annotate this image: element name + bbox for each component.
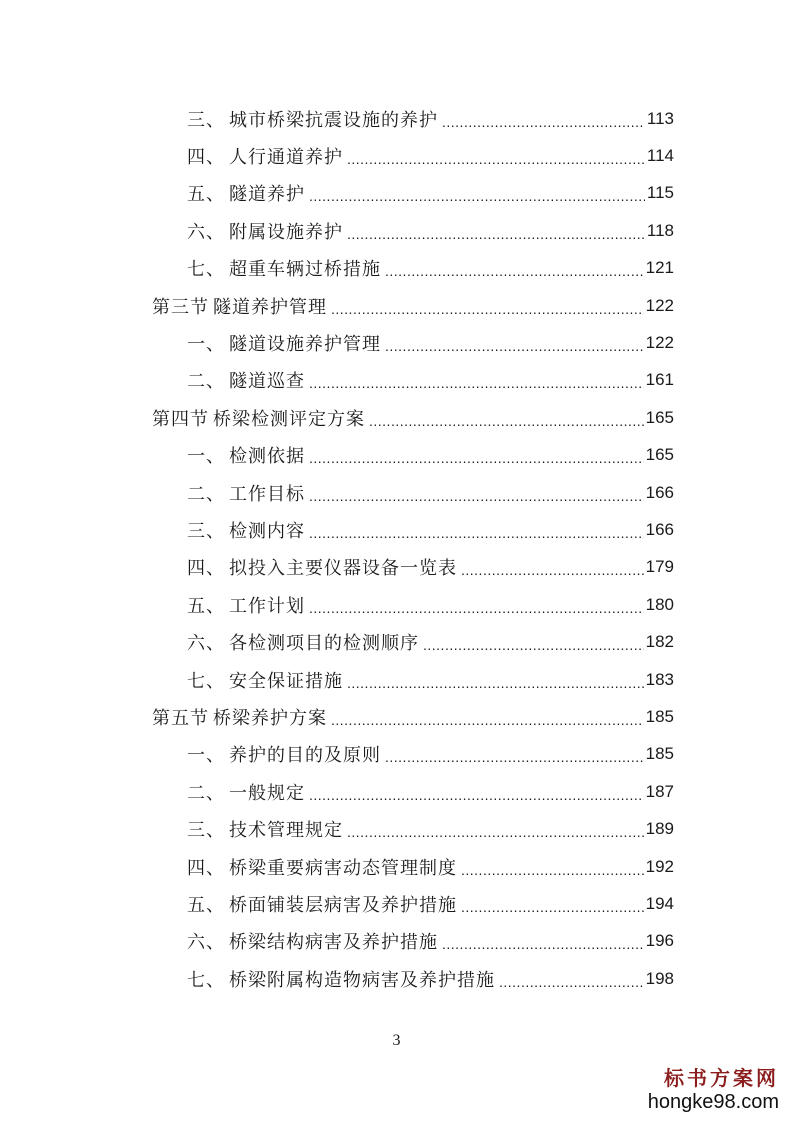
toc-leader-dots: [309, 600, 644, 616]
toc-entry-label: [187, 629, 419, 655]
toc-entry-number: 六、: [187, 932, 225, 954]
page-number: 3: [392, 1032, 401, 1049]
toc-entry-page: 115: [646, 183, 674, 203]
toc-entry[interactable]: [0, 100, 674, 137]
toc-entry-page: 198: [645, 968, 674, 988]
toc-entry-label: [187, 816, 343, 842]
toc-entry-number: 七、: [187, 259, 225, 281]
toc-entry-label: [187, 667, 343, 693]
toc-leader-dots: [331, 712, 644, 728]
toc-entry-label: [187, 255, 381, 281]
toc-entry[interactable]: [0, 212, 674, 249]
toc-leader-dots: [309, 787, 644, 803]
toc-entry-number: 二、: [187, 483, 225, 505]
toc-entry[interactable]: [0, 511, 674, 548]
toc-entry-title: 桥梁检测评定方案: [213, 408, 365, 430]
toc-entry[interactable]: [0, 324, 674, 361]
toc-entry-page: 165: [645, 445, 674, 465]
toc-entry-page: 183: [645, 669, 674, 689]
toc-leader-dots: [309, 375, 644, 391]
toc-entry-title: 安全保证措施: [229, 670, 343, 692]
toc-entry[interactable]: [0, 923, 674, 960]
toc-entry-number: 第三节: [152, 296, 209, 318]
toc-entry-page: 165: [645, 407, 674, 427]
toc-entry-title: 桥梁附属构造物病害及养护措施: [229, 969, 495, 991]
toc-leader-dots: [309, 450, 644, 466]
toc-entry-number: 一、: [187, 446, 225, 468]
toc-entry[interactable]: [0, 623, 674, 660]
toc-entry-label: [187, 480, 305, 506]
toc-entry-label: [187, 592, 305, 618]
toc-entry-title: 桥梁重要病害动态管理制度: [229, 857, 457, 879]
toc-entry-number: 四、: [187, 857, 225, 879]
toc-leader-dots: [347, 824, 644, 840]
toc-entry-title: 工作目标: [229, 483, 305, 505]
toc-entry[interactable]: [0, 549, 674, 586]
toc-entry-label: [187, 442, 305, 468]
toc-entry-page: 113: [646, 108, 674, 128]
toc-leader-dots: [369, 413, 644, 429]
toc-leader-dots: [442, 936, 644, 952]
toc-entry-page: 192: [645, 856, 674, 876]
toc-entry-page: 122: [645, 295, 674, 315]
toc-entry-number: 五、: [187, 894, 225, 916]
toc-entry-number: 四、: [187, 147, 225, 169]
toc-leader-dots: [385, 749, 644, 765]
toc-entry-title: 人行通道养护: [229, 147, 343, 169]
toc-entry[interactable]: [0, 960, 674, 997]
toc-entry-label: [187, 741, 381, 767]
toc-entry[interactable]: [0, 773, 674, 810]
toc-leader-dots: [461, 562, 644, 578]
toc-entry-number: 五、: [187, 184, 225, 206]
toc-entry-number: 七、: [187, 969, 225, 991]
toc-entry-title: 工作计划: [229, 595, 305, 617]
toc-leader-dots: [347, 675, 644, 691]
toc-entry[interactable]: [0, 474, 674, 511]
toc-entry-title: 检测内容: [229, 520, 305, 542]
toc-entry-label: [187, 517, 305, 543]
toc-entry-page: 121: [645, 258, 674, 278]
toc-entry-number: 三、: [187, 109, 225, 131]
toc-entry[interactable]: [0, 250, 674, 287]
toc-entry-page: 179: [645, 557, 674, 577]
toc-entry[interactable]: [0, 175, 674, 212]
toc-entry-page: 185: [645, 744, 674, 764]
toc-entry-label: [187, 554, 457, 580]
toc-entry-page: 196: [645, 931, 674, 951]
toc-entry-page: 166: [645, 482, 674, 502]
toc-entry-number: 二、: [187, 371, 225, 393]
toc-entry-title: 隧道养护管理: [213, 296, 327, 318]
table-of-contents: [0, 100, 793, 997]
toc-entry[interactable]: [0, 661, 674, 698]
toc-entry-page: 161: [645, 370, 674, 390]
toc-entry-number: 七、: [187, 670, 225, 692]
toc-entry-label: [187, 143, 343, 169]
toc-entry-number: 五、: [187, 595, 225, 617]
toc-entry-number: 二、: [187, 782, 225, 804]
toc-entry-label: [187, 891, 457, 917]
toc-leader-dots: [347, 226, 645, 242]
toc-entry-label: [187, 779, 305, 805]
toc-leader-dots: [385, 263, 644, 279]
toc-leader-dots: [423, 637, 644, 653]
toc-entry-title: 各检测项目的检测顺序: [229, 633, 419, 655]
toc-entry-label: [187, 180, 305, 206]
toc-entry-number: 三、: [187, 520, 225, 542]
toc-entry-number: 一、: [187, 745, 225, 767]
toc-entry-title: 隧道巡查: [229, 371, 305, 393]
toc-entry-number: 第五节: [152, 707, 209, 729]
toc-entry-label: [152, 405, 365, 431]
toc-entry-label: [187, 367, 305, 393]
toc-entry[interactable]: [0, 848, 674, 885]
toc-leader-dots: [347, 151, 645, 167]
toc-entry-page: 182: [645, 632, 674, 652]
toc-entry[interactable]: [0, 137, 674, 174]
toc-leader-dots: [385, 338, 644, 354]
toc-entry-title: 养护的目的及原则: [229, 745, 381, 767]
toc-entry-title: 技术管理规定: [229, 820, 343, 842]
toc-entry[interactable]: [0, 885, 674, 922]
toc-leader-dots: [309, 488, 644, 504]
toc-entry-number: 一、: [187, 334, 225, 356]
toc-leader-dots: [499, 974, 644, 990]
toc-entry-number: 六、: [187, 221, 225, 243]
toc-entry-title: 城市桥梁抗震设施的养护: [229, 109, 438, 131]
toc-section-entry[interactable]: [0, 287, 674, 324]
toc-entry-page: 189: [645, 819, 674, 839]
toc-entry[interactable]: [0, 437, 674, 474]
toc-entry-title: 桥梁结构病害及养护措施: [229, 932, 438, 954]
watermark-chinese: 标书方案网: [664, 1066, 779, 1090]
toc-leader-dots: [461, 862, 644, 878]
toc-entry-page: 187: [645, 781, 674, 801]
toc-entry-page: 122: [645, 333, 674, 353]
toc-entry-label: [187, 928, 438, 954]
toc-entry-title: 隧道养护: [229, 184, 305, 206]
toc-entry[interactable]: [0, 736, 674, 773]
watermark-url: hongke98.com: [647, 1091, 779, 1113]
toc-entry[interactable]: [0, 810, 674, 847]
toc-entry-title: 检测依据: [229, 446, 305, 468]
toc-entry-title: 超重车辆过桥措施: [229, 259, 381, 281]
toc-entry-label: [187, 854, 457, 880]
toc-entry-title: 拟投入主要仪器设备一览表: [229, 558, 457, 580]
toc-leader-dots: [331, 301, 644, 317]
toc-section-entry[interactable]: [0, 399, 674, 436]
toc-entry-label: [152, 704, 327, 730]
toc-entry-title: 隧道设施养护管理: [229, 334, 381, 356]
toc-entry-title: 一般规定: [229, 782, 305, 804]
toc-entry-label: [187, 106, 438, 132]
toc-leader-dots: [461, 899, 644, 915]
watermark: [648, 1062, 779, 1114]
toc-entry-page: 114: [646, 146, 674, 166]
toc-entry-label: [187, 218, 343, 244]
toc-entry-page: 166: [645, 519, 674, 539]
toc-entry-number: 第四节: [152, 408, 209, 430]
toc-entry-page: 180: [645, 594, 674, 614]
toc-entry-number: 四、: [187, 558, 225, 580]
toc-entry-number: 三、: [187, 820, 225, 842]
toc-entry-title: 桥梁养护方案: [213, 707, 327, 729]
toc-leader-dots: [442, 114, 645, 130]
toc-entry-label: [152, 293, 327, 319]
toc-entry-title: 桥面铺装层病害及养护措施: [229, 894, 457, 916]
toc-entry-page: 194: [645, 893, 674, 913]
toc-entry[interactable]: [0, 586, 674, 623]
toc-entry-number: 六、: [187, 633, 225, 655]
toc-leader-dots: [309, 188, 645, 204]
toc-entry-title: 附属设施养护: [229, 221, 343, 243]
toc-section-entry[interactable]: [0, 698, 674, 735]
toc-entry-page: 118: [646, 220, 674, 240]
toc-entry-label: [187, 330, 381, 356]
toc-entry-label: [187, 966, 495, 992]
toc-leader-dots: [309, 525, 644, 541]
toc-entry[interactable]: [0, 362, 674, 399]
toc-entry-page: 185: [645, 706, 674, 726]
